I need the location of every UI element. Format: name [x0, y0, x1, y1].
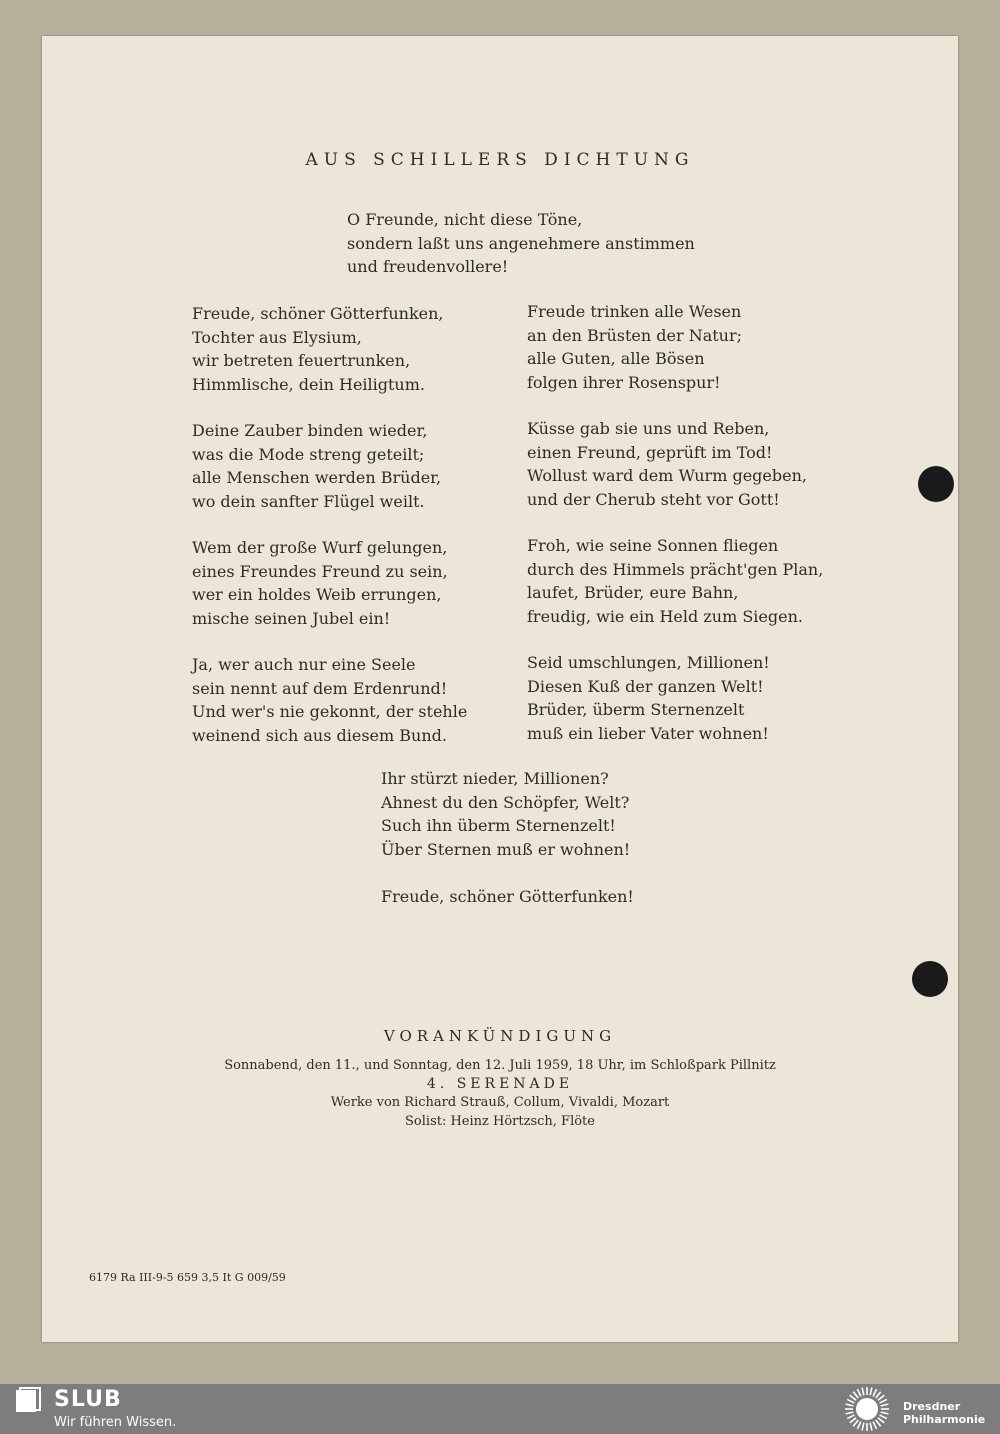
stanza	[527, 417, 823, 511]
library-name[interactable]: SLUB	[54, 1387, 122, 1412]
verse-line: was die Mode streng geteilt;	[192, 444, 425, 464]
chorus-verse	[381, 767, 634, 909]
sunburst-ray	[846, 1404, 854, 1406]
verse-line: durch des Himmels prächt'gen Plan,	[527, 559, 824, 579]
verse-line: Tochter aus Elysium,	[192, 327, 362, 347]
sunburst-ray	[857, 1422, 860, 1429]
verse-line: Seid umschlungen, Millionen!	[527, 653, 770, 672]
partner-name-line: Philharmonie	[903, 1413, 986, 1426]
verse-line: Und wer's nie gekonnt, der stehle	[192, 702, 468, 721]
stanza	[527, 651, 823, 745]
announcement-works: Werke von Richard Strauß, Collum, Vivaldi, Mozart	[330, 1095, 670, 1110]
verse-line: Himmlische, dein Heiligtum.	[192, 374, 425, 394]
verse-line: sein nennt auf dem Erdenrund!	[192, 678, 448, 698]
print-code: 6179 Ra III-9-5 659 3,5 It G 009/59	[89, 1271, 286, 1284]
sunburst-ray	[853, 1420, 858, 1426]
verse-line: Froh, wie seine Sonnen fliegen	[527, 536, 779, 555]
slub-book-icon	[12, 1387, 44, 1415]
verse-line: Ja, wer auch nur eine Seele	[192, 655, 416, 674]
verse-line: Wem der große Wurf gelungen,	[192, 538, 448, 557]
sunburst-ray	[880, 1415, 887, 1418]
sunburst-ray	[850, 1418, 856, 1423]
sunburst-ray	[847, 1415, 854, 1418]
footer-bar	[0, 1384, 1000, 1434]
sunburst-ray	[873, 1422, 876, 1429]
sunburst-ray	[870, 1423, 872, 1431]
philharmonie-sunburst-logo[interactable]	[840, 1386, 894, 1432]
verse-line: an den Brüsten der Natur;	[527, 325, 742, 345]
stanza	[527, 300, 823, 394]
stanza	[192, 653, 467, 747]
partner-name-line: Dresdner	[903, 1400, 961, 1413]
sunburst-ray	[878, 1395, 884, 1400]
verse-line: wo dein sanfter Flügel weilt.	[192, 491, 425, 511]
sunburst-ray	[857, 1389, 860, 1396]
sunburst-ray	[850, 1395, 856, 1400]
verse-line: Über Sternen muß er wohnen!	[381, 839, 631, 859]
sunburst-ray	[878, 1418, 884, 1423]
verse-line: Ahnest du den Schöpfer, Welt?	[381, 792, 630, 812]
verse-line: Diesen Kuß der ganzen Welt!	[527, 676, 764, 696]
poem-right-column	[527, 300, 823, 768]
concert-announcement	[0, 1026, 1000, 1131]
stanza	[192, 302, 467, 396]
library-tagline: Wir führen Wissen.	[54, 1415, 177, 1430]
final-verse-line: Freude, schöner Götterfunken!	[381, 887, 634, 906]
sunburst-ray	[880, 1399, 887, 1402]
sunburst-ray	[853, 1392, 858, 1398]
poem-left-column	[192, 302, 467, 770]
verse-line: freudig, wie ein Held zum Siegen.	[527, 606, 803, 626]
verse-line: und der Cherub steht vor Gott!	[527, 489, 780, 509]
intro-line: sondern laßt uns angenehmere anstimmen	[347, 233, 695, 253]
sunburst-ray	[881, 1404, 889, 1406]
verse-line: laufet, Brüder, eure Bahn,	[527, 583, 739, 602]
sunburst-ray	[847, 1399, 854, 1402]
sunburst-ray	[862, 1423, 864, 1431]
intro-line: O Freunde, nicht diese Töne,	[347, 210, 583, 229]
document-title: AUS SCHILLERS DICHTUNG	[305, 150, 695, 170]
punch-hole	[918, 466, 954, 502]
stanza	[527, 534, 823, 628]
verse-line: Küsse gab sie uns und Reben,	[527, 419, 770, 438]
verse-line: Deine Zauber binden wieder,	[192, 421, 428, 440]
stanza	[192, 419, 467, 513]
stanza	[192, 536, 467, 630]
verse-line: mische seinen Jubel ein!	[192, 608, 391, 628]
announcement-soloist: Solist: Heinz Hörtzsch, Flöte	[405, 1114, 595, 1129]
sunburst-ray	[862, 1388, 864, 1396]
intro-line: und freudenvollere!	[347, 257, 509, 276]
punch-hole	[912, 961, 948, 997]
sunburst-ray	[876, 1392, 881, 1398]
verse-line: Such ihn überm Sternenzelt!	[381, 816, 616, 835]
sunburst-ray	[870, 1388, 872, 1396]
verse-line: wir betreten feuertrunken,	[192, 351, 411, 370]
verse-line: alle Guten, alle Bösen	[527, 349, 705, 368]
announcement-date: Sonnabend, den 11., und Sonntag, den 12. Juli 1959, 18 Uhr, im Schloßpark Pillnitz	[224, 1058, 776, 1073]
verse-line: folgen ihrer Rosenspur!	[527, 372, 721, 392]
sunburst-ray	[846, 1412, 854, 1414]
verse-line: weinend sich aus diesem Bund.	[192, 725, 447, 745]
verse-line: wer ein holdes Weib errungen,	[192, 585, 442, 604]
verse-line: Ihr stürzt nieder, Millionen?	[381, 769, 609, 788]
verse-line: muß ein lieber Vater wohnen!	[527, 723, 769, 743]
announcement-event: 4. SERENADE	[426, 1076, 574, 1092]
verse-line: Freude trinken alle Wesen	[527, 302, 742, 321]
verse-line: alle Menschen werden Brüder,	[192, 468, 442, 487]
verse-line: einen Freund, geprüft im Tod!	[527, 442, 773, 462]
verse-line: Brüder, überm Sternenzelt	[527, 700, 745, 719]
sunburst-ray	[881, 1412, 889, 1414]
sunburst-ray	[873, 1389, 876, 1396]
partner-name	[903, 1400, 985, 1426]
verse-line: Freude, schöner Götterfunken,	[192, 304, 444, 323]
intro-verse	[347, 208, 695, 279]
verse-line: eines Freundes Freund zu sein,	[192, 561, 448, 581]
sunburst-ray	[876, 1420, 881, 1426]
announcement-heading: VORANKÜNDIGUNG	[383, 1027, 617, 1045]
verse-line: Wollust ward dem Wurm gegeben,	[527, 466, 807, 485]
